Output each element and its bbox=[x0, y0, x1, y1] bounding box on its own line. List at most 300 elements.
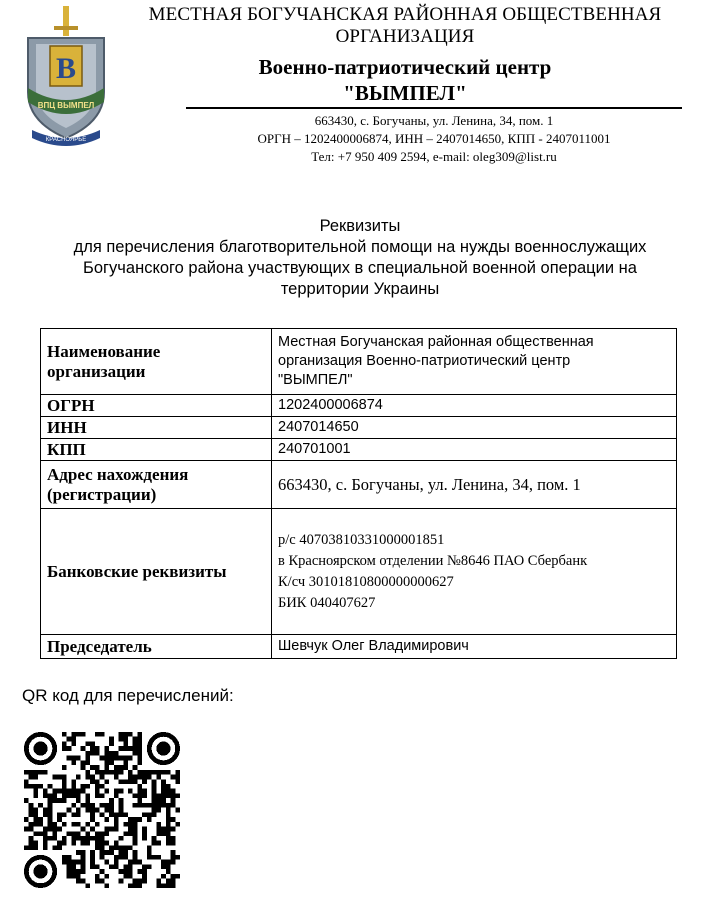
qr-module bbox=[81, 803, 86, 808]
qr-module bbox=[109, 812, 114, 817]
qr-module bbox=[76, 831, 81, 836]
qr-module bbox=[104, 751, 109, 756]
qr-module bbox=[166, 860, 171, 865]
value-ogrn: 1202400006874 bbox=[272, 395, 677, 417]
qr-module bbox=[104, 841, 109, 846]
qr-module bbox=[81, 855, 86, 860]
qr-module bbox=[48, 803, 53, 808]
qr-module bbox=[29, 822, 34, 827]
document-title bbox=[20, 216, 700, 300]
qr-module bbox=[152, 779, 157, 784]
qr-module bbox=[38, 784, 43, 789]
qr-module bbox=[24, 798, 29, 803]
qr-module bbox=[142, 827, 147, 832]
qr-module bbox=[71, 784, 76, 789]
qr-module bbox=[104, 760, 109, 765]
qr-module bbox=[119, 836, 124, 841]
label-address bbox=[41, 461, 272, 509]
org-name-line1: МЕСТНАЯ БОГУЧАНСКАЯ РАЙОННАЯ ОБЩЕСТВЕННАЯ bbox=[148, 4, 662, 25]
qr-module bbox=[67, 860, 72, 865]
qr-module bbox=[166, 831, 171, 836]
qr-module bbox=[166, 836, 171, 841]
qr-module bbox=[119, 850, 124, 855]
row-bank bbox=[41, 509, 677, 635]
qr-module bbox=[156, 798, 161, 803]
qr-module bbox=[100, 850, 105, 855]
qr-module bbox=[43, 841, 48, 846]
qr-module bbox=[24, 770, 29, 775]
qr-module bbox=[71, 789, 76, 794]
value-kpp: 240701001 bbox=[272, 439, 677, 461]
qr-module bbox=[100, 855, 105, 860]
qr-module bbox=[171, 793, 176, 798]
qr-module bbox=[71, 779, 76, 784]
qr-module bbox=[48, 817, 53, 822]
qr-module bbox=[85, 793, 90, 798]
qr-module bbox=[171, 817, 176, 822]
qr-module bbox=[33, 831, 38, 836]
qr-module bbox=[104, 770, 109, 775]
qr-module bbox=[90, 860, 95, 865]
qr-module bbox=[175, 808, 180, 813]
qr-module bbox=[119, 855, 124, 860]
qr-module bbox=[137, 775, 142, 780]
header-divider bbox=[186, 107, 682, 109]
qr-module bbox=[119, 732, 124, 737]
qr-module bbox=[133, 836, 138, 841]
qr-module bbox=[104, 874, 109, 879]
qr-module bbox=[123, 855, 128, 860]
qr-module bbox=[128, 874, 133, 879]
qr-module bbox=[62, 732, 67, 737]
qr-module bbox=[152, 808, 157, 813]
qr-module bbox=[90, 864, 95, 869]
qr-module bbox=[137, 798, 142, 803]
qr-module bbox=[29, 808, 34, 813]
qr-module bbox=[33, 812, 38, 817]
qr-module bbox=[62, 779, 67, 784]
qr-module bbox=[123, 869, 128, 874]
qr-module bbox=[142, 793, 147, 798]
qr-module bbox=[166, 869, 171, 874]
qr-module bbox=[95, 841, 100, 846]
qr-module bbox=[33, 808, 38, 813]
qr-module bbox=[128, 817, 133, 822]
qr-module bbox=[152, 812, 157, 817]
qr-module bbox=[33, 770, 38, 775]
qr-module bbox=[137, 869, 142, 874]
qr-module bbox=[161, 864, 166, 869]
qr-module bbox=[137, 770, 142, 775]
qr-module bbox=[48, 793, 53, 798]
qr-module bbox=[29, 841, 34, 846]
title-line2: для перечисления благотворительной помощи на нужды военнослужащих bbox=[73, 238, 647, 256]
qr-module bbox=[48, 836, 53, 841]
qr-module bbox=[100, 732, 105, 737]
qr-module bbox=[85, 841, 90, 846]
qr-module bbox=[104, 860, 109, 865]
qr-module bbox=[123, 874, 128, 879]
qr-module bbox=[137, 883, 142, 888]
value-org-name-3: "ВЫМПЕЛ" bbox=[278, 372, 353, 388]
qr-module bbox=[175, 822, 180, 827]
qr-module bbox=[67, 793, 72, 798]
qr-module bbox=[81, 765, 86, 770]
qr-module bbox=[67, 864, 72, 869]
qr-module bbox=[123, 737, 128, 742]
qr-module bbox=[33, 841, 38, 846]
label-org-name bbox=[41, 329, 272, 395]
qr-module bbox=[128, 845, 133, 850]
qr-module bbox=[104, 883, 109, 888]
qr-module bbox=[142, 864, 147, 869]
row-ogrn bbox=[41, 395, 677, 417]
qr-finder-dot bbox=[33, 864, 47, 878]
qr-module bbox=[76, 793, 81, 798]
row-chair bbox=[41, 635, 677, 659]
qr-module bbox=[95, 822, 100, 827]
qr-module bbox=[48, 784, 53, 789]
qr-module bbox=[142, 812, 147, 817]
qr-module bbox=[123, 756, 128, 761]
qr-module bbox=[43, 789, 48, 794]
qr-module bbox=[175, 855, 180, 860]
qr-module bbox=[95, 784, 100, 789]
qr-module bbox=[161, 803, 166, 808]
qr-module bbox=[95, 732, 100, 737]
qr-module bbox=[137, 879, 142, 884]
qr-module bbox=[142, 869, 147, 874]
qr-module bbox=[62, 836, 67, 841]
qr-module bbox=[52, 789, 57, 794]
qr-module bbox=[166, 803, 171, 808]
qr-module bbox=[152, 784, 157, 789]
qr-module bbox=[81, 879, 86, 884]
qr-module bbox=[171, 775, 176, 780]
qr-module bbox=[142, 775, 147, 780]
qr-module bbox=[90, 827, 95, 832]
qr-module bbox=[137, 793, 142, 798]
qr-module bbox=[109, 850, 114, 855]
qr-module bbox=[90, 817, 95, 822]
qr-module bbox=[52, 793, 57, 798]
qr-module bbox=[95, 879, 100, 884]
qr-module bbox=[85, 751, 90, 756]
qr-module bbox=[161, 789, 166, 794]
qr-module bbox=[142, 836, 147, 841]
qr-module bbox=[109, 741, 114, 746]
qr-module bbox=[81, 827, 86, 832]
label-inn: ИНН bbox=[41, 417, 272, 439]
qr-label: QR код для перечислений: bbox=[22, 686, 234, 705]
title-line1: Реквизиты bbox=[319, 217, 401, 235]
qr-module bbox=[95, 779, 100, 784]
letterhead bbox=[128, 4, 682, 106]
qr-module bbox=[57, 812, 62, 817]
qr-module bbox=[48, 812, 53, 817]
bank-bik: БИК 040407627 bbox=[278, 594, 376, 611]
value-address: 663430, с. Богучаны, ул. Ленина, 34, пом. 1 bbox=[272, 461, 677, 509]
qr-module bbox=[114, 855, 119, 860]
qr-module bbox=[57, 841, 62, 846]
qr-module bbox=[175, 775, 180, 780]
qr-module bbox=[85, 741, 90, 746]
qr-module bbox=[62, 841, 67, 846]
qr-module bbox=[71, 836, 76, 841]
qr-module bbox=[166, 817, 171, 822]
qr-module bbox=[71, 869, 76, 874]
qr-module bbox=[100, 836, 105, 841]
qr-module bbox=[114, 841, 119, 846]
qr-module bbox=[166, 827, 171, 832]
qr-module bbox=[123, 831, 128, 836]
qr-module bbox=[43, 845, 48, 850]
qr-module bbox=[52, 775, 57, 780]
qr-module bbox=[171, 850, 176, 855]
qr-module bbox=[81, 864, 86, 869]
qr-module bbox=[119, 869, 124, 874]
qr-module bbox=[175, 779, 180, 784]
qr-module bbox=[147, 855, 152, 860]
qr-module bbox=[147, 803, 152, 808]
qr-module bbox=[52, 831, 57, 836]
title-line3: Богучанского района участвующих в специальной военной операции на bbox=[83, 259, 637, 277]
qr-module bbox=[76, 822, 81, 827]
qr-module bbox=[100, 770, 105, 775]
qr-module bbox=[76, 836, 81, 841]
qr-module bbox=[161, 883, 166, 888]
qr-module bbox=[147, 817, 152, 822]
qr-module bbox=[133, 860, 138, 865]
qr-module bbox=[104, 765, 109, 770]
qr-module bbox=[62, 860, 67, 865]
qr-module bbox=[161, 784, 166, 789]
qr-module bbox=[133, 850, 138, 855]
qr-module bbox=[123, 732, 128, 737]
qr-module bbox=[142, 874, 147, 879]
qr-module bbox=[123, 741, 128, 746]
qr-module bbox=[76, 860, 81, 865]
qr-module bbox=[156, 831, 161, 836]
qr-module bbox=[81, 760, 86, 765]
qr-module bbox=[104, 827, 109, 832]
qr-module bbox=[95, 836, 100, 841]
qr-module bbox=[48, 808, 53, 813]
qr-module bbox=[161, 793, 166, 798]
qr-module bbox=[114, 793, 119, 798]
qr-module bbox=[156, 841, 161, 846]
qr-module bbox=[90, 775, 95, 780]
qr-module bbox=[137, 751, 142, 756]
qr-module bbox=[95, 864, 100, 869]
qr-module bbox=[38, 803, 43, 808]
qr-module bbox=[128, 775, 133, 780]
qr-module bbox=[52, 845, 57, 850]
qr-module bbox=[156, 770, 161, 775]
header-address: 663430, с. Богучаны, ул. Ленина, 34, пом. 1 bbox=[314, 113, 554, 128]
qr-module bbox=[52, 798, 57, 803]
qr-module bbox=[133, 741, 138, 746]
qr-module bbox=[133, 775, 138, 780]
qr-module bbox=[67, 756, 72, 761]
qr-module bbox=[152, 836, 157, 841]
qr-module bbox=[119, 803, 124, 808]
ribbon-text: ВПЦ ВЫМПЕЛ bbox=[37, 101, 95, 110]
qr-module bbox=[171, 798, 176, 803]
qr-module bbox=[171, 879, 176, 884]
qr-module bbox=[81, 836, 86, 841]
qr-module bbox=[156, 827, 161, 832]
value-org-name bbox=[272, 329, 677, 395]
qr-module bbox=[166, 864, 171, 869]
qr-module bbox=[147, 864, 152, 869]
qr-module bbox=[52, 827, 57, 832]
qr-module bbox=[109, 737, 114, 742]
qr-module bbox=[133, 779, 138, 784]
qr-module bbox=[114, 860, 119, 865]
qr-module bbox=[29, 775, 34, 780]
qr-module bbox=[71, 793, 76, 798]
qr-module bbox=[43, 793, 48, 798]
qr-module bbox=[76, 874, 81, 879]
qr-module bbox=[123, 845, 128, 850]
qr-module bbox=[156, 793, 161, 798]
qr-module bbox=[100, 845, 105, 850]
qr-module bbox=[114, 812, 119, 817]
qr-module bbox=[24, 779, 29, 784]
qr-module bbox=[90, 850, 95, 855]
qr-module bbox=[156, 803, 161, 808]
row-inn bbox=[41, 417, 677, 439]
qr-module bbox=[29, 770, 34, 775]
qr-module bbox=[152, 855, 157, 860]
qr-module bbox=[100, 812, 105, 817]
qr-module bbox=[71, 741, 76, 746]
qr-module bbox=[81, 784, 86, 789]
qr-module bbox=[152, 803, 157, 808]
qr-module bbox=[33, 789, 38, 794]
qr-module bbox=[29, 784, 34, 789]
qr-module bbox=[57, 827, 62, 832]
qr-module bbox=[114, 845, 119, 850]
qr-module bbox=[85, 836, 90, 841]
qr-module bbox=[24, 845, 29, 850]
qr-module bbox=[71, 860, 76, 865]
qr-module bbox=[156, 883, 161, 888]
qr-module bbox=[119, 812, 124, 817]
qr-module bbox=[104, 756, 109, 761]
qr-module bbox=[137, 737, 142, 742]
qr-module bbox=[161, 779, 166, 784]
qr-module bbox=[161, 860, 166, 865]
payment-qr-code[interactable] bbox=[24, 732, 180, 888]
label-address-1: Адрес нахождения bbox=[47, 464, 189, 484]
qr-module bbox=[104, 831, 109, 836]
qr-module bbox=[147, 770, 152, 775]
qr-module bbox=[137, 756, 142, 761]
qr-module bbox=[142, 879, 147, 884]
qr-module bbox=[62, 765, 67, 770]
qr-module bbox=[133, 746, 138, 751]
requisites-table bbox=[40, 328, 677, 659]
qr-module bbox=[57, 798, 62, 803]
qr-module bbox=[62, 789, 67, 794]
qr-module bbox=[133, 822, 138, 827]
bank-account: р/с 40703810331000001851 bbox=[278, 531, 445, 548]
qr-module bbox=[100, 831, 105, 836]
qr-module bbox=[161, 831, 166, 836]
qr-module bbox=[119, 845, 124, 850]
sword-blade bbox=[63, 6, 69, 36]
center-name: "ВЫМПЕЛ" bbox=[343, 81, 467, 105]
qr-module bbox=[43, 808, 48, 813]
header-registration: ОРГН – 1202400006874, ИНН – 2407014650, КПП - 2407011001 bbox=[257, 131, 611, 146]
qr-module bbox=[95, 874, 100, 879]
qr-module bbox=[133, 803, 138, 808]
qr-module bbox=[67, 789, 72, 794]
qr-module bbox=[166, 879, 171, 884]
qr-module bbox=[152, 789, 157, 794]
qr-module bbox=[123, 850, 128, 855]
qr-module bbox=[62, 855, 67, 860]
qr-module bbox=[76, 789, 81, 794]
qr-module bbox=[133, 765, 138, 770]
qr-module bbox=[76, 850, 81, 855]
qr-module bbox=[33, 822, 38, 827]
qr-module bbox=[123, 864, 128, 869]
qr-module bbox=[109, 751, 114, 756]
center-title: Военно-патриотический центр bbox=[258, 55, 552, 79]
qr-module bbox=[95, 808, 100, 813]
qr-module bbox=[33, 793, 38, 798]
qr-module bbox=[104, 746, 109, 751]
qr-module bbox=[147, 812, 152, 817]
qr-module bbox=[100, 803, 105, 808]
qr-module bbox=[71, 732, 76, 737]
qr-module bbox=[133, 883, 138, 888]
qr-module bbox=[133, 793, 138, 798]
qr-module bbox=[85, 784, 90, 789]
qr-module bbox=[62, 741, 67, 746]
qr-module bbox=[71, 822, 76, 827]
qr-module bbox=[85, 798, 90, 803]
qr-module bbox=[95, 770, 100, 775]
qr-module bbox=[123, 760, 128, 765]
row-address bbox=[41, 461, 677, 509]
qr-module bbox=[128, 827, 133, 832]
qr-module bbox=[29, 812, 34, 817]
qr-module bbox=[29, 803, 34, 808]
qr-module bbox=[48, 827, 53, 832]
qr-module bbox=[137, 789, 142, 794]
qr-module bbox=[119, 746, 124, 751]
qr-module bbox=[166, 789, 171, 794]
qr-module bbox=[166, 793, 171, 798]
qr-finder-dot bbox=[156, 741, 170, 755]
qr-module bbox=[175, 874, 180, 879]
qr-module bbox=[104, 808, 109, 813]
qr-module bbox=[123, 765, 128, 770]
qr-module bbox=[95, 746, 100, 751]
qr-module bbox=[128, 860, 133, 865]
qr-module bbox=[90, 808, 95, 813]
qr-module bbox=[171, 827, 176, 832]
qr-module bbox=[114, 827, 119, 832]
qr-module bbox=[81, 869, 86, 874]
qr-module bbox=[104, 803, 109, 808]
qr-module bbox=[62, 746, 67, 751]
qr-module bbox=[52, 822, 57, 827]
